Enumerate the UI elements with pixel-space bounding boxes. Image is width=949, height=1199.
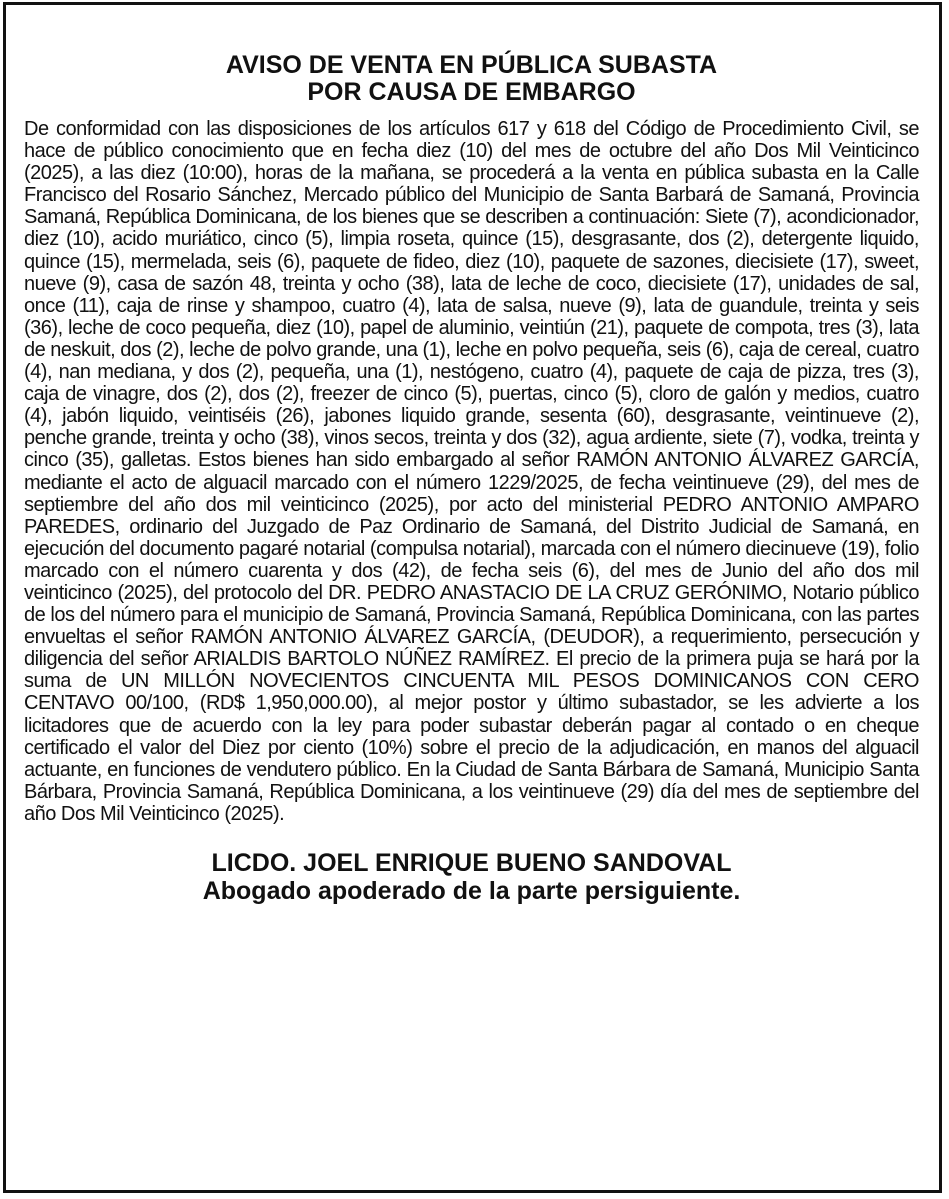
signature-role: Abogado apoderado de la parte persiguiente. [202, 877, 741, 905]
legal-notice [24, 52, 919, 905]
signature-name: LICDO. JOEL ENRIQUE BUENO SANDOVAL [211, 849, 732, 877]
notice-title [24, 52, 919, 106]
notice-title-line-2: POR CAUSA DE EMBARGO [307, 78, 636, 106]
signature-block [24, 849, 919, 905]
notice-title-line-1: AVISO DE VENTA EN PÚBLICA SUBASTA [225, 51, 718, 79]
notice-body: De conformidad con las disposiciones de los artículos 617 y 618 del Código de Procedimiento Civil, se hace de público conocimiento que en fecha diez (10) del mes de octubre del año Dos Mil Veinticinco (2025), a las diez (10:00), horas de la mañana, se procederá a la venta en pública subasta en la Calle Francisco del Rosario Sánchez, Mercado público del Municipio de Santa Barbará de Samaná, Provincia Samaná, República Dominicana, de los bienes que se describen a continuación: Siete (7), acondicionador, diez (10), acido muriático, cinco (5), limpia roseta, quince (15), desgrasante, dos (2), detergente liquido, quince (15), mermelada, seis (6), paquete de fideo, diez (10), paquete de sazones, diecisiete (17), sweet, nueve (9), casa de sazón 48, treinta y ocho (38), lata de leche de coco, diecisiete (17), unidades de sal, once (11), caja de rinse y shampoo, cuatro (4), lata de salsa, nueve (9), lata de guandule, treinta y seis (36), leche de coco pequeña, diez (10), papel de aluminio, veintiún (21), paquete de compota, tres (3), lata de neskuit, dos (2), leche de polvo grande, una (1), leche en polvo pequeña, seis (6), caja de cereal, cuatro (4), nan mediana, y dos (2), pequeña, una (1), nestógeno, cuatro (4), paquete de caja de pizza, tres (3), caja de vinagre, dos (2), dos (2), freezer de cinco (5), puertas, cinco (5), cloro de galón y medios, cuatro (4), jabón liquido, veintiséis (26), jabones liquido grande, sesenta (60), desgrasante, veintinueve (2), penche grande, treinta y ocho (38), vinos secos, treinta y dos (32), agua ardiente, siete (7), vodka, treinta y cinco (35), galletas. Estos bienes han sido embargado al señor RAMÓN ANTONIO ÁLVAREZ GARCÍA, mediante el acto de alguacil marcado con el número 1229/2025, de fecha veintinueve (29), del mes de septiembre del año dos mil veinticinco (2025), por acto del ministerial PEDRO ANTONIO AMPARO PAREDES, ordinario del Juzgado de Paz Ordinario de Samaná, del Distrito Judicial de Samaná, en ejecución del documento pagaré notarial (compulsa notarial), marcada con el número diecinueve (19), folio marcado con el número cuarenta y dos (42), de fecha seis (6), del mes de Junio del año dos mil veinticinco (2025), del protocolo del DR. PEDRO ANASTACIO DE LA CRUZ GERÓNIMO, Notario público de los del número para el municipio de Samaná, Provincia Samaná, República Dominicana, con las partes envueltas el señor RAMÓN ANTONIO ÁLVAREZ GARCÍA, (DEUDOR), a requerimiento, persecución y diligencia del señor ARIALDIS BARTOLO NÚÑEZ RAMÍREZ. El precio de la primera puja se hará por la suma de UN MILLÓN NOVECIENTOS CINCUENTA MIL PESOS DOMINICANOS CON CERO CENTAVO 00/100, (RD$ 1,950,000.00), al mejor postor y último subastador, se les advierte a los licitadores que de acuerdo con la ley para poder subastar deberán pagar al contado o en cheque certificado el valor del Diez por ciento (10%) sobre el precio de la adjudicación, en manos del alguacil actuante, en funciones de vendutero público. En la Ciudad de Santa Bárbara de Samaná, Municipio Santa Bárbara, Provincia Samaná, República Dominicana, a los veintinueve (29) día del mes de septiembre del año Dos Mil Veinticinco (2025). [24, 118, 919, 825]
